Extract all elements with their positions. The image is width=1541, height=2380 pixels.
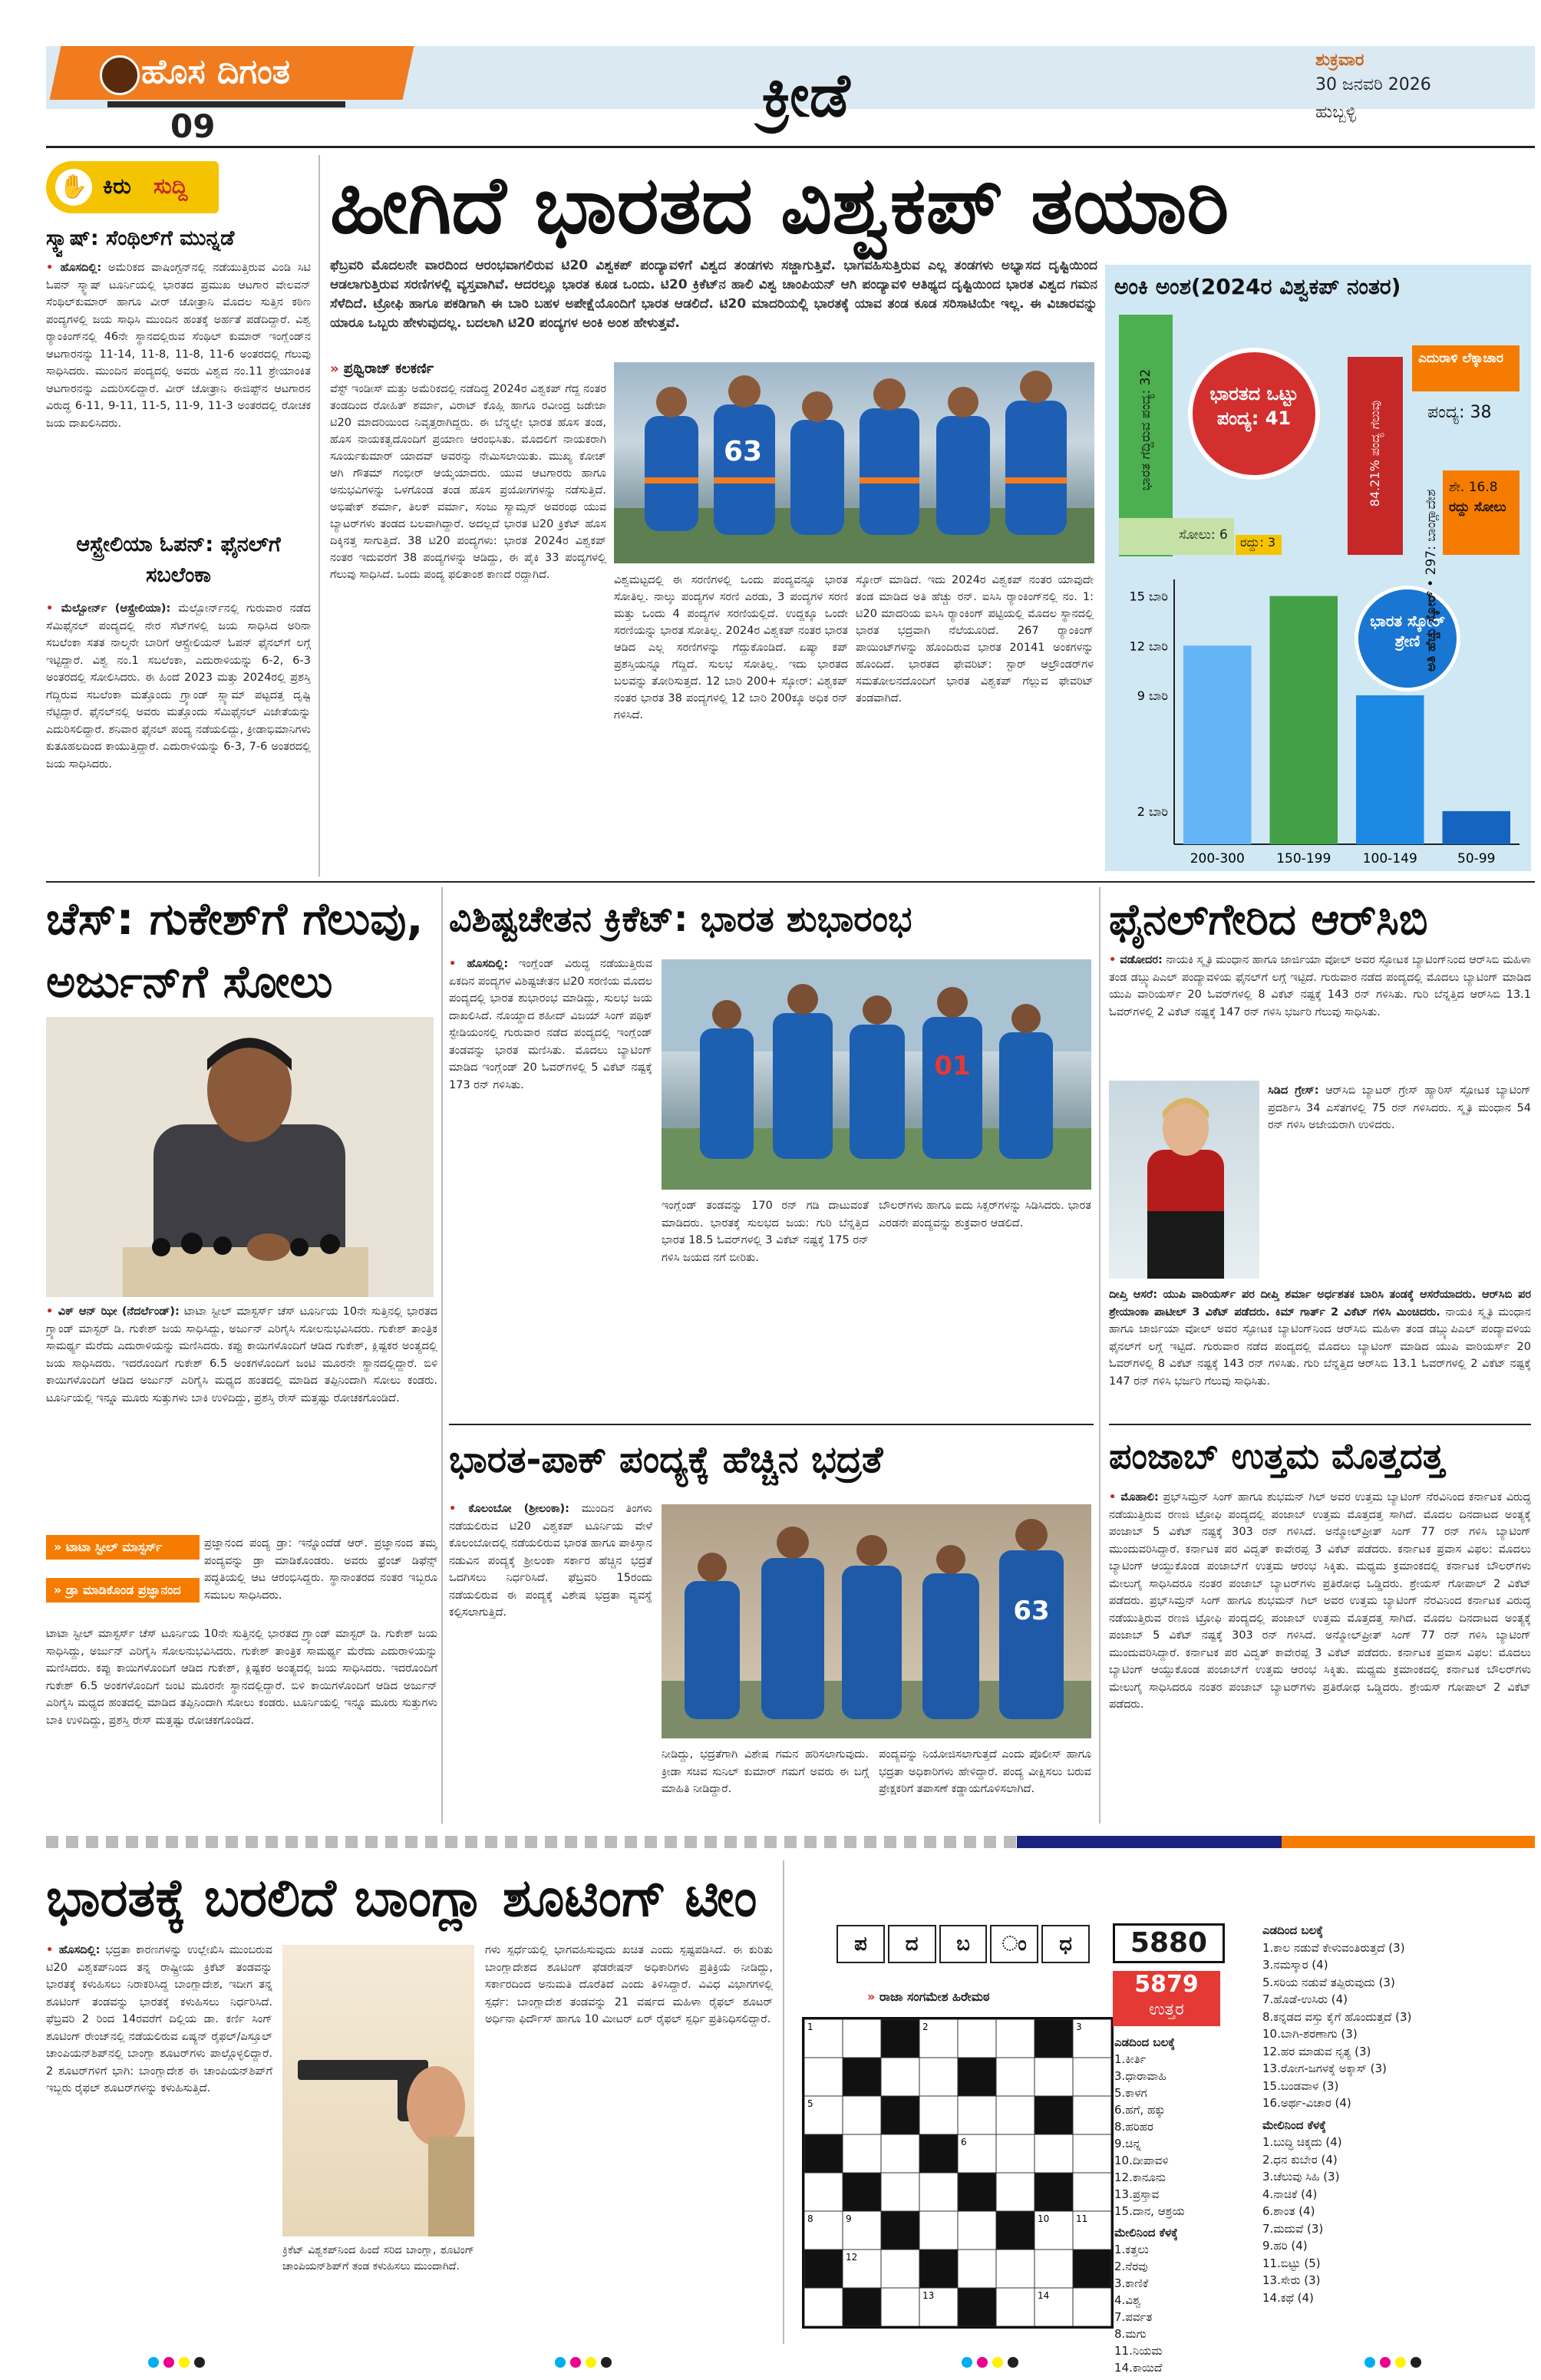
logo-icon xyxy=(100,55,140,95)
indpak-players-illustration xyxy=(662,1504,1091,1738)
blind-headline: ವಿಶಿಷ್ಟಚೇತನ ಕ್ರಿಕೆಟ್: ಭಾರತ ಶುಭಾರಂಭ xyxy=(449,898,912,939)
chess-chip-1: » ಟಾಟಾ ಸ್ಟೀಲ್ ಮಾಸ್ಟರ್ಸ್ xyxy=(46,1535,200,1560)
chart-x-tick: 150-199 xyxy=(1276,851,1331,867)
hand-icon: ✋ xyxy=(55,169,92,206)
crossword-cell[interactable] xyxy=(804,2250,843,2288)
score-badge: ಭಾರತ ಸ್ಕೋರ್ ಶ್ರೇಣಿ xyxy=(1355,586,1460,692)
crossword-clue-across: 6.ಹಗೆ, ಹಕ್ಕು xyxy=(1114,2103,1166,2117)
indpak-photo xyxy=(662,1504,1091,1738)
crossword-answer-across: 8.ಕನ್ನಡದ ವಸ್ತು ಕೈಗೆ ಹೊಂದುತ್ತದೆ (3) xyxy=(1262,2009,1412,2024)
date-day: ಶುಕ್ರವಾರ xyxy=(1315,51,1364,70)
bangla-photo xyxy=(282,1945,474,2236)
crossword-cell[interactable] xyxy=(1034,2134,1073,2173)
crossword-cell[interactable] xyxy=(958,2058,996,2096)
chart-bar-100-149 xyxy=(1356,695,1424,844)
crossword-answer-across: 7.ಹೊಡೆ-ಉಸಿರು (4) xyxy=(1262,1992,1348,2006)
players-illustration xyxy=(614,362,1094,563)
kiru-suddi-column xyxy=(46,155,311,876)
crossword-cell-number: 12 xyxy=(846,2252,858,2263)
crossword-cell-number: 11 xyxy=(1076,2213,1088,2224)
crossword-clue-down: 8.ಮಗು xyxy=(1114,2327,1147,2341)
opponent-matches: ಪಂದ್ಯ: 38 xyxy=(1427,403,1492,422)
registration-dot xyxy=(555,2357,566,2368)
total-matches-circle: ಭಾರತದ ಒಟ್ಟು ಪಂದ್ಯ: 41 xyxy=(1188,348,1320,480)
registration-dot xyxy=(194,2357,205,2368)
blind-col-3: ಬೌಲರ್‌ಗಳು ಹಾಗೂ ಐದು ಸಿಕ್ಸರ್‌ಗಳನ್ನು ಸಿಡಿಸಿದರು. ಭಾರತ ಎರಡನೇ ಪಂದ್ಯವನ್ನು ಶುಕ್ರವಾರ ಆಡಲಿದೆ. xyxy=(879,1200,1091,1230)
crossword-cell[interactable] xyxy=(881,2211,919,2250)
crossword-clue-down: 14.ಕಾಯಿದೆ xyxy=(1114,2361,1163,2375)
bangla-caption: ಕ್ರಿಕೆಟ್ ವಿಶ್ವಕಪ್‌ನಿಂದ ಹಿಂದೆ ಸರಿದ ಬಾಂಗ್ಲಾ, ಶೂಟಿಂಗ್ ಚಾಂಪಿಯನ್‌ಶಿಪ್‌ಗೆ ತಂಡ ಕಳುಹಿಸಲು ಮುಂದಾಗಿದೆ. xyxy=(282,2244,474,2273)
lead-headline: ಹೀಗಿದೆ ಭಾರತದ ವಿಶ್ವಕಪ್ ತಯಾರಿ xyxy=(330,158,1229,252)
crossword-number: 5880 xyxy=(1113,1923,1225,1963)
shooter-illustration xyxy=(282,1945,474,2236)
crossword-clue-across: 15.ದಾನ, ಆಶ್ರಯ xyxy=(1114,2204,1185,2218)
high-score-label: ಅತಿ ಹೆಚ್ಚು ಸ್ಕೋರ್ • 297: ಬಾಂಗ್ಲಾದೇಶ xyxy=(1424,489,1439,672)
infographic-title: ಅಂಕಿ ಅಂಶ(2024ರ ವಿಶ್ವಕಪ್ ನಂತರ) xyxy=(1114,274,1401,299)
crossword-cell[interactable] xyxy=(881,2250,919,2288)
rcb-photo xyxy=(1109,1081,1259,1279)
crossword-answer-down: 11.ಬಿಟ್ಟು (5) xyxy=(1262,2256,1321,2270)
punjab-body: • ಮೊಹಾಲಿ: ಪ್ರಭ್‌ಸಿಮ್ರನ್ ಸಿಂಗ್ ಹಾಗೂ ಶುಭಮನ್ ಗಿಲ್ ಅವರ ಉತ್ತಮ ಬ್ಯಾಟಿಂಗ್ ನೆರವಿನಿಂದ ಕರ್ನಾಟಕ ವಿರುದ್ಧ ನಡೆಯುತ್ತಿರುವ ರಣಜಿ ಟ್ರೋಫಿ ಪಂದ್ಯದಲ್ಲಿ ಪಂಜಾಬ್ ಉತ್ತಮ ಮೊತ್ತದತ್ತ ಸಾಗಿದೆ. ಮೊದಲ ದಿನದಾಟದ ಅಂತ್ಯಕ್ಕೆ ಪಂಜಾಬ್ 5 ವಿಕೆಟ್ ನಷ್ಟಕ್ಕೆ 303 ರನ್ ಗಳಿಸಿದೆ. ಅನ್ಮೋಲ್‌ಪ್ರೀತ್ ಸಿಂಗ್ 77 ರನ್ ಗಳಿಸಿ ಬ್ಯಾಟಿಂಗ್ ಮುಂದುವರಿಸಿದ್ದಾರೆ. ಕರ್ನಾಟಕ ಪರ ವಿದ್ವತ್ ಕಾವೇರಪ್ಪ 3 ವಿಕೆಟ್ ಪಡೆದರು. ಕರ್ನಾಟಕ ಪ್ರವಾಸ ವಿಫಲ: ಮೊದಲು ಬ್ಯಾಟಿಂಗ್ ಆಯ್ದುಕೊಂಡ ಪಂಜಾಬ್‌ಗೆ ಉತ್ತಮ ಆರಂಭ ಸಿಕ್ಕಿತು. ಮಧ್ಯಮ ಕ್ರಮಾಂಕದಲ್ಲಿ ಕರ್ನಾಟಕ ಬೌಲರ್‌ಗಳು ಮೇಲುಗೈ ಸಾಧಿಸಿದರೂ ನಂತರ ಪಂಜಾಬ್ ಬ್ಯಾಟರ್‌ಗಳು ಪ್ರತಿರೋಧ ಒಡ್ಡಿದರು. ಶ್ರೇಯಸ್ ಗೋಪಾಲ್ 2 ವಿಕೆಟ್ ಪಡೆದರು. ಪ್ರಭ್‌ಸಿಮ್ರನ್ ಸಿಂಗ್ ಹಾಗೂ ಶುಭಮನ್ ಗಿಲ್ ಅವರ ಉತ್ತಮ ಬ್ಯಾಟಿಂಗ್ ನೆರವಿನಿಂದ ಕರ್ನಾಟಕ ವಿರುದ್ಧ ನಡೆಯುತ್ತಿರುವ ರಣಜಿ ಟ್ರೋಫಿ ಪಂದ್ಯದಲ್ಲಿ ಪಂಜಾಬ್ ಉತ್ತಮ ಮೊತ್ತದತ್ತ ಸಾಗಿದೆ. ಮೊದಲ ದಿನದಾಟದ ಅಂತ್ಯಕ್ಕೆ ಪಂಜಾಬ್ 5 ವಿಕೆಟ್ ನಷ್ಟಕ್ಕೆ 303 ರನ್ ಗಳಿಸಿದೆ. ಅನ್ಮೋಲ್‌ಪ್ರೀತ್ ಸಿಂಗ್ 77 ರನ್ ಗಳಿಸಿ ಬ್ಯಾಟಿಂಗ್ ಮುಂದುವರಿಸಿದ್ದಾರೆ. ಕರ್ನಾಟಕ ಪರ ವಿದ್ವತ್ ಕಾವೇರಪ್ಪ 3 ವಿಕೆಟ್ ಪಡೆದರು. ಕರ್ನಾಟಕ ಪ್ರವಾಸ ವಿಫಲ: ಮೊದಲು ಬ್ಯಾಟಿಂಗ್ ಆಯ್ದುಕೊಂಡ ಪಂಜಾಬ್‌ಗೆ ಉತ್ತಮ ಆರಂಭ ಸಿಕ್ಕಿತು. ಮಧ್ಯಮ ಕ್ರಮಾಂಕದಲ್ಲಿ ಕರ್ನಾಟಕ ಬೌಲರ್‌ಗಳು ಮೇಲುಗೈ ಸಾಧಿಸಿದರೂ ನಂತರ ಪಂಜಾಬ್ ಬ್ಯಾಟರ್‌ಗಳು ಪ್ರತಿರೋಧ ಒಡ್ಡಿದರು. ಶ್ರೇಯಸ್ ಗೋಪಾಲ್ 2 ವಿಕೆಟ್ ಪಡೆದರು. xyxy=(1109,1491,1531,1711)
crossword-grid-svg xyxy=(804,2019,1111,2326)
opponent-pct-box: ಶೇ. 16.8 ರದ್ದು ಸೋಲು xyxy=(1443,470,1520,555)
chess-more: ಟಾಟಾ ಸ್ಟೀಲ್ ಮಾಸ್ಟರ್ಸ್ ಚೆಸ್ ಟೂರ್ನಿಯ 10ನೇ ಸುತ್ತಿನಲ್ಲಿ ಭಾರತದ ಗ್ರ್ಯಾಂಡ್ ಮಾಸ್ಟರ್ ಡಿ. ಗುಕೇಶ್ ಜಯ ಸಾಧಿಸಿದ್ದು, ಅರ್ಜುನ್ ಎರಿಗೈಸಿ ಸೋಲನುಭವಿಸಿದರು. ಗುಕೇಶ್ ತಾಂತ್ರಿಕ ಸಾಮರ್ಥ್ಯ ಮೆರೆದು ಎದುರಾಳಿಯನ್ನು ಮಣಿಸಿದರು. ಕಪ್ಪು ಕಾಯಿಗಳೊಂದಿಗೆ ಆಡಿದ ಗುಕೇಶ್, ಕ್ಲಿಷ್ಟಕರ ಅಂತ್ಯದಲ್ಲಿ ಜಯ ಸಾಧಿಸಿದರು. ಇದರೊಂದಿಗೆ ಗುಕೇಶ್ 6.5 ಅಂಕಗಳೊಂದಿಗೆ ಜಂಟಿ ಮೂರನೇ ಸ್ಥಾನದಲ್ಲಿದ್ದಾರೆ. ಬಿಳಿ ಕಾಯಿಗಳೊಂದಿಗೆ ಆಡಿದ ಅರ್ಜುನ್ ಎರಿಗೈಸಿ ಮಧ್ಯದ ಹಂತದಲ್ಲಿ ಮಾಡಿದ ತಪ್ಪಿನಿಂದಾಗಿ ಸೋಲು ಕಂಡರು. ಟೂರ್ನಿಯಲ್ಲಿ ಇನ್ನೂ ಮೂರು ಸುತ್ತುಗಳು ಬಾಕಿ ಉಳಿದಿದ್ದು, ಪ್ರಶಸ್ತಿ ರೇಸ್ ಮತ್ತಷ್ಟು ರೋಚಕಗೊಂಡಿದೆ. xyxy=(46,1628,437,1727)
crossword-cell[interactable] xyxy=(843,2096,881,2134)
crossword-cell[interactable] xyxy=(958,2096,996,2134)
crossword-cell[interactable] xyxy=(919,2134,958,2173)
chart-bar-200-300 xyxy=(1183,645,1252,844)
registration-dot xyxy=(570,2357,581,2368)
crossword-cell[interactable] xyxy=(1034,2019,1073,2058)
chess-chip-2: » ಡ್ರಾ ಮಾಡಿಕೊಂಡ ಪ್ರಜ್ಞಾನಂದ xyxy=(46,1578,200,1603)
crossword-clue-across: 9.ಚಿನ್ನ xyxy=(1114,2137,1141,2151)
crossword-answer-across: 12.ಹರ ಮಾಡುವ ನೃತ್ಯ (3) xyxy=(1262,2044,1371,2058)
crossword-answer-down: 7.ಮದುವೆ (3) xyxy=(1262,2221,1324,2236)
crossword-clue-across: 3.ಧಾರಾವಾಹಿ xyxy=(1114,2069,1166,2083)
chess-photo xyxy=(46,1017,434,1297)
crossword-cell[interactable] xyxy=(804,2173,843,2211)
chart-y-tick: 15 ಬಾರಿ xyxy=(1129,589,1168,604)
city-text: ಹುಬ್ಬಳ್ಳಿ xyxy=(1315,103,1357,122)
crossword-cell[interactable] xyxy=(958,2019,996,2058)
logo-block xyxy=(55,46,408,145)
kiru-item-2-title: ಆಸ್ಟ್ರೇಲಿಯಾ ಓಪನ್: ಫೈನಲ್‌ಗೆ ಸಬಲೆಂಕಾ xyxy=(76,533,281,587)
crossword-cell[interactable] xyxy=(1073,2134,1111,2173)
crossword-cell[interactable] xyxy=(804,2288,843,2326)
crossword-cell-number: 1 xyxy=(807,2022,813,2032)
indpak-col-2: ನೀಡಿದ್ದು, ಭದ್ರತೆಗಾಗಿ ವಿಶೇಷ ಗಮನ ಹರಿಸಲಾಗುವುದು. ಕ್ರೀಡಾ ಸಚಿವ ಸುನಿಲ್ ಕುಮಾರ್ ಗಮಗೆ ಅವರು ಈ ಬಗ್ಗೆ ಮಾಹಿತಿ ನೀಡಿದ್ದಾರೆ. xyxy=(662,1748,869,1795)
crossword-cell[interactable] xyxy=(843,2134,881,2173)
crossword-cell[interactable] xyxy=(919,2250,958,2288)
lead-col-1: ವೆಸ್ಟ್ ಇಂಡೀಸ್ ಮತ್ತು ಅಮೆರಿಕದಲ್ಲಿ ನಡೆದಿದ್ದ 2024ರ ವಿಶ್ವಕಪ್ ಗೆದ್ದ ನಂತರ ತಂಡದಿಂದ ರೋಹಿತ್ ಶರ್ಮಾ, ವಿರಾಟ್ ಕೊಹ್ಲಿ ಹಾಗೂ ರವೀಂದ್ರ ಜಡೇಜಾ ಟಿ20 ಮಾದರಿಯಿಂದ ನಿವೃತ್ತರಾಗಿದ್ದರು. ಈ ಬೆನ್ನಲ್ಲೇ ಭಾರತ ಹೊಸ ತಂಡ, ಹೊಸ ನಾಯಕತ್ವದೊಂದಿಗೆ ಪ್ರಯಾಣ ಆರಂಭಿಸಿತು. ಮೊದಲಿಗೆ ನಾಯಕರಾಗಿ ಸೂರ್ಯಕುಮಾರ್ ಯಾದವ್ ಅವರನ್ನು ನೇಮಿಸಲಾಯಿತು. ಮುಖ್ಯ ಕೋಚ್ ಆಗಿ ಗೌತಮ್ ಗಂಭೀರ್ ಆಯ್ಕೆಯಾದರು. ಯುವ ಆಟಗಾರರು ಹಾಗೂ ಅನುಭವಿಗಳನ್ನು ಒಳಗೊಂಡ ತಂಡ ಹೊಸ ಪ್ರಯೋಗಗಳನ್ನು ನಡೆಸುತ್ತಿದೆ. ಅಭಿಷೇಕ್ ಶರ್ಮಾ, ತಿಲಕ್ ವರ್ಮಾ, ಸಂಜು ಸ್ಯಾಮ್ಸನ್ ಅವರಂಥ ಯುವ ಬ್ಯಾಟರ್‌ಗಳು ತಂಡದ ಬಲವಾಗಿದ್ದಾರೆ. ಅದಲ್ಲದೆ ಭಾರತ ಟಿ20 ಕ್ರಿಕೆಟ್ ಹೊಸ ದಿಕ್ಕಿನತ್ತ ಸಾಗುತ್ತಿದೆ. 38 ಟಿ20 ಪಂದ್ಯಗಳು: ಭಾರತ 2024ರ ವಿಶ್ವಕಪ್ ನಂತರ ಇದುವರೆಗೆ 38 ಪಂದ್ಯಗಳನ್ನು ಆಡಿದ್ದು, ಈ ಪೈಕಿ 33 ಪಂದ್ಯಗಳಲ್ಲಿ ಗೆಲುವು ಸಾಧಿಸಿದೆ. ಒಂದು ಪಂದ್ಯ ಫಲಿತಾಂಶ ಕಾಣದೆ ರದ್ದಾಗಿದೆ. xyxy=(330,383,606,581)
opponent-box: ಎದುರಾಳಿ ಲೆಕ್ಕಾಚಾರ xyxy=(1412,345,1520,391)
crossword-cell[interactable] xyxy=(843,2058,881,2096)
chess-headline: ಚೆಸ್: ಗುಕೇಶ್‌ಗೆ ಗೆಲುವು, ಅರ್ಜುನ್‌ಗೆ ಸೋಲು xyxy=(46,893,424,1008)
lead-byline: » ಪ್ರಥ್ವಿರಾಜ್ ಕಲಕರ್ಣಿ xyxy=(330,361,434,377)
chart-x-tick: 100-149 xyxy=(1362,851,1417,867)
crossword-cell[interactable] xyxy=(919,2096,958,2134)
crossword-cell-number: 14 xyxy=(1038,2290,1050,2301)
chart-bar-50-99 xyxy=(1443,811,1511,844)
crossword-clue-down: 1.ಕತ್ತಲು xyxy=(1114,2243,1149,2256)
chart-y-tick: 2 ಬಾರಿ xyxy=(1137,804,1168,819)
score-range-chart xyxy=(1105,572,1531,871)
lead-intro: ಫೆಬ್ರವರಿ ಮೊದಲನೇ ವಾರದಿಂದ ಆರಂಭವಾಗಲಿರುವ ಟಿ20 ವಿಶ್ವಕಪ್ ಪಂದ್ಯಾವಳಿಗೆ ವಿಶ್ವದ ತಂಡಗಳು ಸಜ್ಜಾಗುತ್ತಿವೆ. ಭಾಗವಹಿಸುತ್ತಿರುವ ಎಲ್ಲ ತಂಡಗಳು ಅಭ್ಯಾಸದ ದೃಷ್ಟಿಯಿಂದ ಆಡಲಾಗುತ್ತಿರುವ ಸರಣಿಗಳಲ್ಲಿ ವ್ಯಸ್ತವಾಗಿವೆ. ಆದರಲ್ಲೂ ಭಾರತ ಕೂಡ ಒಂದು. ಟಿ20 ಕ್ರಿಕೆಟ್‌ನ ಹಾಲಿ ವಿಶ್ವ ಚಾಂಪಿಯನ್ ಆಗಿ ಪಂದ್ಯಾವಳಿ ಆತಿಥ್ಯದ ದೃಷ್ಟಿಯಿಂದ ಭಾರತ ವಿಶ್ವದ ಗಮನ ಸೆಳೆದಿದೆ. ಟ್ರೋಫಿ ಹಾಗೂ ಪಕಡಿಗಾಗಿ ಈ ಬಾರಿ ಬಹಳ ಅಪೇಕ್ಷೆಯೊಂದಿಗೆ ಭಾರತ ಆಡಲಿದೆ. ಟಿ20 ಮಾದರಿಯಲ್ಲಿ ಭಾರತಕ್ಕೆ ಯಾವ ತಂಡ ಕೂಡ ಸರಿಸಾಟಿಯೇ ಇಲ್ಲ. ಈ ವಿಚಾರವನ್ನು ಯಾರೂ ಒಬ್ಬರು ಹೇಳುವುದಲ್ಲ. ಬದಲಾಗಿ ಟಿ20 ಪಂದ್ಯಗಳ ಅಂಕಿ ಅಂಶ ಹೇಳುತ್ತವೆ. xyxy=(330,258,1097,331)
losses-label: ಸೋಲು: 6 xyxy=(1179,527,1228,543)
crossword-clue-down: 4.ವಿಶ್ವ xyxy=(1114,2293,1141,2307)
chart-y-tick: 9 ಬಾರಿ xyxy=(1137,688,1168,703)
crossword-cell[interactable] xyxy=(1073,2250,1111,2288)
infographic xyxy=(1105,265,1531,871)
registration-dot xyxy=(179,2357,190,2368)
crossword-cell[interactable] xyxy=(996,2019,1034,2058)
crossword-clue-across: 1.ಕೀರ್ತಿ xyxy=(1114,2052,1147,2066)
crossword-cell[interactable] xyxy=(843,2288,881,2326)
section-title: ಕ್ರೀಡೆ xyxy=(761,61,850,130)
crossword-cell[interactable] xyxy=(1034,2250,1073,2288)
registration-dot xyxy=(1380,2357,1391,2368)
crossword-answer-across: 15.ಬಂಡವಾಳ (3) xyxy=(1262,2078,1339,2093)
crossword-answer-down: 1.ಬುದ್ಧಿ ಚಿಕ್ಕದು (4) xyxy=(1262,2135,1342,2149)
crossword-cell[interactable] xyxy=(958,2250,996,2288)
crossword-cell[interactable] xyxy=(881,2019,919,2058)
crossword-cell[interactable] xyxy=(958,2173,996,2211)
footer-dots xyxy=(0,2356,1541,2372)
registration-dot xyxy=(148,2357,159,2368)
crossword-answer-box: 5879 ಉತ್ತರ xyxy=(1113,1971,1220,2026)
crossword-cell[interactable] xyxy=(881,2173,919,2211)
crossword-clue-down: 7.ಪರ್ವತ xyxy=(1114,2310,1153,2324)
crossword-clue-across: 8.ಹರಿಹರ xyxy=(1114,2120,1153,2134)
crossword-cell[interactable] xyxy=(881,2134,919,2173)
chart-y-tick: 12 ಬಾರಿ xyxy=(1129,639,1168,654)
lead-photo xyxy=(614,362,1094,563)
registration-dot xyxy=(962,2357,972,2368)
crossword-cell[interactable] xyxy=(1073,2173,1111,2211)
crossword-author: » ರಾಜಾ ಸಂಗಮೇಶ ಹಿರೇಮಠ xyxy=(867,1989,990,2004)
crossword-clue-across: 5.ಕಾಳಗ xyxy=(1114,2086,1147,2100)
crossword-cell[interactable] xyxy=(1073,2058,1111,2096)
svg-text:63: 63 xyxy=(723,436,763,467)
crossword-cell[interactable] xyxy=(843,2019,881,2058)
chart-x-tick: 200-300 xyxy=(1190,851,1245,867)
registration-dot xyxy=(992,2357,1003,2368)
crossword-cell-number: 9 xyxy=(846,2213,852,2224)
crossword-cell[interactable] xyxy=(919,2173,958,2211)
registration-dot xyxy=(1411,2357,1421,2368)
rcb-headline: ಫೈನಲ್‌ಗೇರಿದ ಆರ್‌ಸಿಬಿ xyxy=(1109,895,1428,945)
crossword-clue-across: 13.ಪ್ರಸ್ತಾವ xyxy=(1114,2187,1160,2201)
crossword-cell-number: 5 xyxy=(807,2098,813,2109)
rcb-body: • ವಡೋದರ: ನಾಯಕಿ ಸ್ಮೃತಿ ಮಂಧಾನ ಹಾಗೂ ಜಾರ್ಜಿಯಾ ವೋಲ್ ಅವರ ಸ್ಫೋಟಕ ಬ್ಯಾಟಿಂಗ್‌ನಿಂದ ಆರ್‌ಸಿಬಿ ಮಹಿಳಾ ತಂಡ ಡಬ್ಲ್ಯುಪಿಎಲ್ ಪಂದ್ಯಾವಳಿಯ ಫೈನಲ್‌ಗೆ ಲಗ್ಗೆ ಇಟ್ಟಿದೆ. ಗುರುವಾರ ನಡೆದ ಪಂದ್ಯದಲ್ಲಿ ಮೊದಲು ಬ್ಯಾಟಿಂಗ್ ಮಾಡಿದ ಯುಪಿ ವಾರಿಯರ್ಸ್ 20 ಓವರ್‌ಗಳಲ್ಲಿ 8 ವಿಕೆಟ್ ನಷ್ಟಕ್ಕೆ 143 ರನ್ ಗಳಿಸಿತು. ಗುರಿ ಬೆನ್ನತ್ತಿದ ಆರ್‌ಸಿಬಿ 13.1 ಓವರ್‌ಗಳಲ್ಲಿ 2 ವಿಕೆಟ್ ನಷ್ಟಕ್ಕೆ 147 ರನ್ ಗಳಿಸಿ ಭರ್ಜರಿ ಗೆಲುವು ಸಾಧಿಸಿತು. xyxy=(1109,954,1531,1018)
registration-dot xyxy=(1395,2357,1406,2368)
masthead-rule xyxy=(46,146,1535,148)
crossword-cell[interactable] xyxy=(1034,2096,1073,2134)
crossword-cell[interactable] xyxy=(996,2134,1034,2173)
crossword-cell[interactable] xyxy=(919,2211,958,2250)
crossword-answer-across: 1.ಕಾಲ ನಡುವೆ ಕೇಳುವಂತಿರುತ್ತದೆ (3) xyxy=(1262,1940,1405,1955)
divider-stripe xyxy=(46,1836,1535,1848)
registration-dot xyxy=(586,2357,596,2368)
crossword-cell[interactable] xyxy=(881,2096,919,2134)
crossword-cell-number: 6 xyxy=(961,2137,967,2147)
crossword-cell-number: 8 xyxy=(807,2213,813,2224)
crossword-answer-across: 3.ನಮಸ್ಕಾರ (4) xyxy=(1262,1958,1328,1972)
crossword-answer-down: 2.ಧನ ಕುಬೇರ (4) xyxy=(1262,2152,1338,2167)
crossword-answer-down: 9.ಹರಿ (4) xyxy=(1262,2239,1308,2253)
crossword-cell-number: 10 xyxy=(1038,2213,1050,2224)
crossword-cell[interactable] xyxy=(919,2058,958,2096)
crossword-answer-down: 13.ಸೇರು (3) xyxy=(1262,2273,1321,2287)
crossword-clue-across: 12.ಕಾನೂನು xyxy=(1114,2170,1166,2184)
wins-bar: ಭಾರತ ಗೆದ್ದಿರುವ ಪಂದ್ಯ: 32 xyxy=(1119,315,1173,556)
crossword-cell[interactable] xyxy=(1073,2288,1111,2326)
kiru-item-1-dateline: ಹೊಸದಿಲ್ಲಿ: xyxy=(60,262,102,274)
chess-side: ಪ್ರಜ್ಞಾನಂದ ಪಂದ್ಯ ಡ್ರಾ: ಇನ್ನೊಂದೆಡೆ ಆರ್. ಪ್ರಜ್ಞಾನಂದ ತಮ್ಮ ಪಂದ್ಯವನ್ನು ಡ್ರಾ ಮಾಡಿಕೊಂಡರು. ಅವರು ಫ್ರೆಂಚ್ ಡಿಫೆನ್ಸ್ ಪದ್ಧತಿಯಲ್ಲಿ ಆಟ ಆರಂಭಿಸಿದ್ದರು. ಸ್ಥಾನಾಂತರದ ನಂತರ ಇಬ್ಬರೂ ಸಮಬಲ ಸಾಧಿಸಿದರು. xyxy=(204,1537,437,1602)
page-number: 09 xyxy=(170,107,216,145)
registration-dot xyxy=(163,2357,174,2368)
crossword-cell-number: 13 xyxy=(922,2290,935,2301)
crossword-cell[interactable] xyxy=(804,2058,843,2096)
rain-label: ರದ್ದು: 3 xyxy=(1240,535,1276,550)
crossword-clue-across: 10.ದೀಪಾವಳಿ xyxy=(1114,2154,1169,2167)
crossword-answer-across: 16.ಅರ್ಥ-ವಿಚಾರ (4) xyxy=(1262,2096,1351,2110)
bangla-col-1: • ಹೊಸದಿಲ್ಲಿ: ಭದ್ರತಾ ಕಾರಣಗಳನ್ನು ಉಲ್ಲೇಖಿಸಿ ಮುಂಬರುವ ಟಿ20 ವಿಶ್ವಕಪ್‌ನಿಂದ ತನ್ನ ರಾಷ್ಟ್ರೀಯ ಕ್ರಿಕೆಟ್ ತಂಡವನ್ನು ಭಾರತಕ್ಕೆ ಕಳುಹಿಸಲು ನಿರಾಕರಿಸಿದ್ದ ಬಾಂಗ್ಲಾದೇಶ, ಇದೀಗ ತನ್ನ ಶೂಟಿಂಗ್ ತಂಡವನ್ನು ಭಾರತಕ್ಕೆ ಕಳುಹಿಸಲು ನಿರ್ಧರಿಸಿದೆ. ಫೆಬ್ರವರಿ 2 ರಿಂದ 14ರವರೆಗೆ ದಿಲ್ಲಿಯ ಡಾ. ಕರ್ಣಿ ಸಿಂಗ್ ಶೂಟಿಂಗ್ ರೇಂಜ್‌ನಲ್ಲಿ ನಡೆಯಲಿರುವ ಏಷ್ಯನ್ ರೈಫಲ್/ಪಿಸ್ತೂಲ್ ಚಾಂಪಿಯನ್‌ಶಿಪ್‌ನಲ್ಲಿ ಬಾಂಗ್ಲಾ ಶೂಟರ್‌ಗಳು ಪಾಲ್ಗೊಳ್ಳಲಿದ್ದಾರೆ. 2 ಶೂಟರ್‌ಗಳಿಗೆ ಭಾಗಿ: ಬಾಂಗ್ಲಾದೇಶ ಈ ಚಾಂಪಿಯನ್‌ಶಿಪ್‌ಗೆ ಇಬ್ಬರು ರೈಫಲ್ ಶೂಟರ್‌ಗಳನ್ನು ಕಳುಹಿಸುತ್ತಿದೆ. xyxy=(46,1944,272,2094)
crossword-answer-across: 10.ಬಾಗಿ-ಶರಣಾಗು (3) xyxy=(1262,2027,1358,2041)
blind-col-2: ಇಂಗ್ಲೆಂಡ್ ತಂಡವನ್ನು 170 ರನ್ ಗಡಿ ದಾಟುವಂತೆ ಮಾಡಿದರು. ಭಾರತಕ್ಕೆ ಸುಲಭದ ಜಯ: ಗುರಿ ಬೆನ್ನತ್ತಿದ ಭಾರತ 18.5 ಓವರ್‌ಗಳಲ್ಲಿ 3 ವಿಕೆಟ್ ನಷ್ಟಕ್ಕೆ 175 ರನ್ ಗಳಿಸಿ ಜಯದ ನಗೆ ಬೀರಿತು. xyxy=(662,1200,869,1264)
crossword-clue-down: 11.ನಿಯಮ xyxy=(1114,2344,1163,2358)
indpak-col-3: ಪಂದ್ಯವನ್ನು ನಿಯೋಜಿಸಲಾಗುತ್ತದೆ ಎಂದು ಪೊಲೀಸ್ ಹಾಗೂ ಭದ್ರತಾ ಅಧಿಕಾರಿಗಳು ಹೇಳಿದ್ದಾರೆ. ಪಂದ್ಯ ವೀಕ್ಷಿಸಲು ಬರುವ ಪ್ರೇಕ್ಷಕರಿಗೆ ತಪಾಸಣೆ ಕಡ್ಡಾಯಗೊಳಿಸಲಾಗಿದೆ. xyxy=(879,1748,1091,1795)
crossword-cell-number: 2 xyxy=(922,2022,929,2032)
registration-dot xyxy=(1008,2357,1018,2368)
chart-x-tick: 50-99 xyxy=(1457,851,1496,867)
punjab-headline: ಪಂಜಾಬ್ ಉತ್ತಮ ಮೊತ್ತದತ್ತ xyxy=(1109,1435,1445,1477)
crossword-answer-across: 13.ರೋಗ-ಜಗಳಕ್ಕೆ ಅಕ್ಕಾಸ್ (3) xyxy=(1262,2061,1387,2075)
date-text: 30 ಜನವರಿ 2026 xyxy=(1315,75,1431,94)
crossword-cell[interactable] xyxy=(958,2288,996,2326)
crossword-clue-down: 2.ನೆರವು xyxy=(1114,2260,1148,2273)
svg-text:01: 01 xyxy=(934,1051,971,1081)
chess-body: • ವಿಕ್ ಆನ್ ಝೀ (ನೆದರ್ಲೆಂಡ್): ಟಾಟಾ ಸ್ಟೀಲ್ ಮಾಸ್ಟರ್ಸ್ ಚೆಸ್ ಟೂರ್ನಿಯ 10ನೇ ಸುತ್ತಿನಲ್ಲಿ ಭಾರತದ ಗ್ರ್ಯಾಂಡ್ ಮಾಸ್ಟರ್ ಡಿ. ಗುಕೇಶ್ ಜಯ ಸಾಧಿಸಿದ್ದು, ಅರ್ಜುನ್ ಎರಿಗೈಸಿ ಸೋಲನುಭವಿಸಿದರು. ಗುಕೇಶ್ ತಾಂತ್ರಿಕ ಸಾಮರ್ಥ್ಯ ಮೆರೆದು ಎದುರಾಳಿಯನ್ನು ಮಣಿಸಿದರು. ಕಪ್ಪು ಕಾಯಿಗಳೊಂದಿಗೆ ಆಡಿದ ಗುಕೇಶ್, ಕ್ಲಿಷ್ಟಕರ ಅಂತ್ಯದಲ್ಲಿ ಜಯ ಸಾಧಿಸಿದರು. ಇದರೊಂದಿಗೆ ಗುಕೇಶ್ 6.5 ಅಂಕಗಳೊಂದಿಗೆ ಜಂಟಿ ಮೂರನೇ ಸ್ಥಾನದಲ್ಲಿದ್ದಾರೆ. ಬಿಳಿ ಕಾಯಿಗಳೊಂದಿಗೆ ಆಡಿದ ಅರ್ಜುನ್ ಎರಿಗೈಸಿ ಮಧ್ಯದ ಹಂತದಲ್ಲಿ ಮಾಡಿದ ತಪ್ಪಿನಿಂದಾಗಿ ಸೋಲು ಕಂಡರು. ಟೂರ್ನಿಯಲ್ಲಿ ಇನ್ನೂ ಮೂರು ಸುತ್ತುಗಳು ಬಾಕಿ ಉಳಿದಿದ್ದು, ಪ್ರಶಸ್ತಿ ರೇಸ್ ಮತ್ತಷ್ಟು ರೋಚಕಗೊಂಡಿದೆ. xyxy=(46,1306,437,1405)
kiru-item-1-body: • ಹೊಸದಿಲ್ಲಿ: ಅಮೆರಿಕದ ವಾಷಿಂಗ್ಟನ್‌ನಲ್ಲಿ ನಡೆಯುತ್ತಿರುವ ವಿಂಡಿ ಸಿಟಿ ಓಪನ್ ಸ್ಕ್ವಾಷ್ ಟೂರ್ನಿಯಲ್ಲಿ ಭಾರತದ ಪ್ರಮುಖ ಆಟಗಾರ ವೇಲವನ್ ಸೆಂಥಿಲ್‌ಕುಮಾರ್ ಹಾಗೂ ವೀರ್ ಚೋತ್ರಾನಿ ಮೊದಲ ಸುತ್ತಿನ ಕಠಿಣ ಪಂದ್ಯಗಳಲ್ಲಿ ಜಯ ಸಾಧಿಸಿ ಮುಂದಿನ ಹಂತಕ್ಕೆ ಅರ್ಹತೆ ಪಡೆದಿದ್ದಾರೆ. ವಿಶ್ವ ರ‍್ಯಾಂಕಿಂಗ್‌ನಲ್ಲಿ 46ನೇ ಸ್ಥಾನದಲ್ಲಿರುವ ಸೆಂಥಿಲ್ ಕುಮಾರ್ ಇಂಗ್ಲೆಂಡ್‌ನ ಆಟಗಾರನನ್ನು 11-14, 11-8, 11-8, 11-6 ಅಂತರದಲ್ಲಿ ಗೆಲುವು ಸಾಧಿಸಿದರು. ಮುಂದಿನ ಪಂದ್ಯದಲ್ಲಿ ಅವರು ವಿಶ್ವದ ನಂ.11 ಶ್ರೇಯಾಂಕಿತ ಆಟಗಾರನನ್ನು ಎದುರಿಸಲಿದ್ದಾರೆ. ವೀರ್ ಚೋತ್ರಾನಿ ಈಜಿಪ್ಟ್‌ನ ಆಟಗಾರನ ವಿರುದ್ಧ 6-11, 9-11, 11-5, 11-9, 11-3 ಅಂತರದಲ್ಲಿ ರೋಚಕ ಜಯ ದಾಖಲಿಸಿದರು. xyxy=(46,262,311,430)
crossword-cell[interactable] xyxy=(996,2211,1034,2250)
registration-dot xyxy=(977,2357,988,2368)
crossword-title: ಪ ದ ಬ ಂ ಧ xyxy=(836,1925,1090,1963)
crossword-answers: ಎಡದಿಂದ ಬಲಕ್ಕೆ 1.ಕಾಲ ನಡುವೆ ಕೇಳುವಂತಿರುತ್ತದೆ (3) 3.ನಮಸ್ಕಾರ (4) 5.ಸರಿಯ ನಡುವೆ ತಪ್ಪಿರುವುದು (3) 7.ಹೊಡೆ-ಉಸಿರು (4) 8.ಕನ್ನಡದ ವಸ್ತು ಕೈಗೆ ಹೊಂದುತ್ತದೆ (3) 10.ಬಾಗಿ-ಶರಣಾಗು (3) 12.ಹರ ಮಾಡುವ ನೃತ್ಯ (3) 13.ರೋಗ-ಜಗಳಕ್ಕೆ ಅಕ್ಕಾಸ್ (3) 15.ಬಂಡವಾಳ (3) 16.ಅರ್ಥ-ವಿಚಾರ (4) ಮೇಲಿನಿಂದ ಕೆಳಕ್ಕೆ 1.ಬುದ್ಧಿ ಚಿಕ್ಕದು (4) 2.ಧನ ಕುಬೇರ (4) 3.ಚೆಲುವು ಸಿಹಿ (3) 4.ನಾಚಿಕೆ (4) 6.ಶಾಂತ (4) 7.ಮದುವೆ (3) 9.ಹರಿ (4) 11.ಬಿಟ್ಟು (5) 13.ಸೇರು (3) 14.ಕಥೆ (4) xyxy=(1262,1922,1531,2306)
crossword-cell[interactable] xyxy=(1034,2173,1073,2211)
bangla-col-2: ಗಳು ಸ್ಪರ್ಧೆಯಲ್ಲಿ ಭಾಗವಹಿಸುವುದು ಖಚಿತ ಎಂದು ಸ್ಪಷ್ಟಪಡಿಸಿದೆ. ಈ ಕುರಿತು ಬಾಂಗ್ಲಾದೇಶದ ಶೂಟಿಂಗ್ ಫೆಡರೇಷನ್ ಅಧಿಕಾರಿಗಳು ಪ್ರತಿಕ್ರಿಯೆ ನೀಡಿದ್ದು, ಸರ್ಕಾರದಿಂದ ಅನುಮತಿ ದೊರೆತಿದೆ ಎಂದು ತಿಳಿಸಿದ್ದಾರೆ. ವಿವಿಧ ವಿಭಾಗಗಳಲ್ಲಿ ಸ್ಪರ್ಧೆ: ಬಾಂಗ್ಲಾದೇಶ ತಂಡವನ್ನು 21 ವರ್ಷದ ಮಹಿಳಾ ರೈಫಲ್ ಶೂಟರ್ ಅರ್ಧಿನಾ ಫಿರ್ದೌಸ್ ಹಾಗೂ 10 ಮೀಟರ್ ಏರ್ ರೈಫಲ್ ಸ್ಪರ್ಧಿ ಪ್ರತಿನಿಧಿಸಲಿದ್ದಾರೆ. xyxy=(485,1944,773,2025)
masthead xyxy=(0,0,1541,152)
registration-dot xyxy=(1364,2357,1375,2368)
section-rule-1 xyxy=(46,881,1535,883)
blind-photo xyxy=(662,959,1091,1190)
kiru-item-2-body: • ಮೆಲ್ಬೋರ್ನ್ (ಆಸ್ಟ್ರೇಲಿಯಾ): ಮೆಲ್ಬೋರ್ನ್‌ನಲ್ಲಿ ಗುರುವಾರ ನಡೆದ ಸೆಮಿಫೈನಲ್ ಪಂದ್ಯದಲ್ಲಿ ನೇರ ಸೆಟ್‌ಗಳಲ್ಲಿ ಜಯ ಸಾಧಿಸಿದ ಅರಿನಾ ಸಬಲೆಂಕಾ ಸತತ ನಾಲ್ಕನೇ ಬಾರಿಗೆ ಆಸ್ಟ್ರೇಲಿಯನ್ ಓಪನ್ ಫೈನಲ್‌ಗೆ ಲಗ್ಗೆ ಇಟ್ಟಿದ್ದಾರೆ. ವಿಶ್ವ ನಂ.1 ಸಬಲೆಂಕಾ, ಎದುರಾಳಿಯನ್ನು 6-2, 6-3 ಅಂತರದಲ್ಲಿ ಸೋಲಿಸಿದರು. ಈ ಹಿಂದೆ 2023 ಮತ್ತು 2024ರಲ್ಲಿ ಪ್ರಶಸ್ತಿ ಗೆದ್ದಿರುವ ಸಬಲೆಂಕಾ ಮತ್ತೊಂದು ಗ್ರ್ಯಾಂಡ್ ಸ್ಲ್ಯಾಮ್ ಪಟ್ಟದತ್ತ ದೃಷ್ಟಿ ನೆಟ್ಟಿದ್ದಾರೆ. ಫೈನಲ್‌ನಲ್ಲಿ ಅವರು ಮತ್ತೊಂದು ಸೆಮಿಫೈನಲ್ ವಿಜೇತೆಯನ್ನು ಎದುರಿಸಲಿದ್ದಾರೆ. ಶನಿವಾರ ಫೈನಲ್ ಪಂದ್ಯ ನಡೆಯಲಿದ್ದು, ಕ್ರೀಡಾಭಿಮಾನಿಗಳು ಕುತೂಹಲದಿಂದ ಕಾಯುತ್ತಿದ್ದಾರೆ. ಎದುರಾಳಿಯನ್ನು 6-3, 7-6 ಅಂತರದಲ್ಲಿ ಜಯ ಸಾಧಿಸಿದರು. xyxy=(46,602,311,771)
crossword-cell[interactable] xyxy=(996,2288,1034,2326)
logo-text: ಹೊಸ ದಿಗಂತ xyxy=(141,52,291,91)
crossword-cell[interactable] xyxy=(996,2173,1034,2211)
crossword-cell[interactable] xyxy=(843,2173,881,2211)
crossword-clue-down: 3.ಕಾಣಿಕೆ xyxy=(1114,2276,1149,2290)
bangla-headline: ಭಾರತಕ್ಕೆ ಬರಲಿದೆ ಬಾಂಗ್ಲಾ ಶೂಟಿಂಗ್ ಟೀಂ xyxy=(46,1868,757,1929)
crossword-cell[interactable] xyxy=(1034,2058,1073,2096)
crossword-answer-down: 6.ಶಾಂತ (4) xyxy=(1262,2204,1315,2218)
win-pct-bar: 84.21% ಪಂದ್ಯ ಗೆಲುವು xyxy=(1348,357,1403,555)
crossword-grid xyxy=(802,2017,1114,2329)
svg-text:63: 63 xyxy=(1013,1596,1050,1626)
crossword-cell[interactable] xyxy=(804,2134,843,2173)
crossword-cell[interactable] xyxy=(881,2288,919,2326)
rcb-player-illustration xyxy=(1109,1081,1259,1279)
crossword-answer-down: 4.ನಾಚಿಕೆ (4) xyxy=(1262,2187,1318,2201)
rcb-caption: ಸಿಡಿದ ಗ್ರೇಸ್: ಆರ್‌ಸಿಬಿ ಬ್ಯಾಟರ್ ಗ್ರೇಸ್ ಹ್ಯಾರಿಸ್ ಸ್ಫೋಟಕ ಬ್ಯಾಟಿಂಗ್ ಪ್ರದರ್ಶಿಸಿ 34 ಎಸೆತಗಳಲ್ಲಿ 75 ರನ್ ಗಳಿಸಿದರು. ಸ್ಮೃತಿ ಮಂಧಾನ 54 ರನ್ ಗಳಿಸಿ ಅಜೇಯರಾಗಿ ಉಳಿದರು. xyxy=(1268,1084,1531,1131)
crossword-cell[interactable] xyxy=(996,2096,1034,2134)
kiru-label: ಕಿರು xyxy=(103,173,131,199)
crossword-cell[interactable] xyxy=(1073,2096,1111,2134)
blind-team-illustration xyxy=(662,959,1091,1190)
crossword-answer-down: 3.ಚೆಲುವು ಸಿಹಿ (3) xyxy=(1262,2170,1340,2184)
indpak-headline: ಭಾರತ-ಪಾಕ್ ಪಂದ್ಯಕ್ಕೆ ಹೆಚ್ಚಿನ ಭದ್ರತೆ xyxy=(449,1438,883,1481)
crossword-cell-number: 3 xyxy=(1076,2022,1082,2032)
indpak-col-1: • ಕೊಲಂಬೋ (ಶ್ರೀಲಂಕಾ): ಮುಂದಿನ ತಿಂಗಳು ನಡೆಯಲಿರುವ ಟಿ20 ವಿಶ್ವಕಪ್ ಟೂರ್ನಿಯ ವೇಳೆ ಕೊಲಂಬೋದಲ್ಲಿ ನಡೆಯಲಿರುವ ಭಾರತ ಹಾಗೂ ಪಾಕಿಸ್ತಾನ ನಡುವಿನ ಪಂದ್ಯಕ್ಕೆ ಶ್ರೀಲಂಕಾ ಸರ್ಕಾರ ಹೆಚ್ಚಿನ ಭದ್ರತೆ ಒದಗಿಸಲು ನಿರ್ಧರಿಸಿದೆ. ಫೆಬ್ರವರಿ 15ರಂದು ನಡೆಯಲಿರುವ ಈ ಪಂದ್ಯಕ್ಕೆ ವಿಶೇಷ ಭದ್ರತಾ ವ್ಯವಸ್ಥೆ ಕಲ್ಪಿಸಲಾಗುತ್ತಿದೆ. xyxy=(449,1503,652,1619)
kiru-item-1-title: ಸ್ಕ್ವಾಷ್: ಸೆಂಥಿಲ್‌ಗೆ ಮುನ್ನಡೆ xyxy=(46,226,235,250)
crossword-cell[interactable] xyxy=(996,2250,1034,2288)
rcb-more: ದೀಪ್ತಿ ಆಸರೆ: ಯುಪಿ ವಾರಿಯರ್ಸ್ ಪರ ದೀಪ್ತಿ ಶರ್ಮಾ ಅರ್ಧಶತಕ ಬಾರಿಸಿ ತಂಡಕ್ಕೆ ಆಸರೆಯಾದರು. ಆರ್‌ಸಿಬಿ ಪರ ಶ್ರೇಯಾಂಕಾ ಪಾಟೀಲ್ 3 ವಿಕೆಟ್ ಪಡೆದರು. ಕಿಮ್ ಗಾರ್ತ್ 2 ವಿಕೆಟ್ ಗಳಿಸಿ ಮಿಂಚಿದರು. ನಾಯಕಿ ಸ್ಮೃತಿ ಮಂಧಾನ ಹಾಗೂ ಜಾರ್ಜಿಯಾ ವೋಲ್ ಅವರ ಸ್ಫೋಟಕ ಬ್ಯಾಟಿಂಗ್‌ನಿಂದ ಆರ್‌ಸಿಬಿ ಮಹಿಳಾ ತಂಡ ಡಬ್ಲ್ಯುಪಿಎಲ್ ಪಂದ್ಯಾವಳಿಯ ಫೈನಲ್‌ಗೆ ಲಗ್ಗೆ ಇಟ್ಟಿದೆ. ಗುರುವಾರ ನಡೆದ ಪಂದ್ಯದಲ್ಲಿ ಮೊದಲು ಬ್ಯಾಟಿಂಗ್ ಮಾಡಿದ ಯುಪಿ ವಾರಿಯರ್ಸ್ 20 ಓವರ್‌ಗಳಲ್ಲಿ 8 ವಿಕೆಟ್ ನಷ್ಟಕ್ಕೆ 143 ರನ್ ಗಳಿಸಿತು. ಗುರಿ ಬೆನ್ನತ್ತಿದ ಆರ್‌ಸಿಬಿ 13.1 ಓವರ್‌ಗಳಲ್ಲಿ 2 ವಿಕೆಟ್ ನಷ್ಟಕ್ಕೆ 147 ರನ್ ಗಳಿಸಿ ಭರ್ಜರಿ ಗೆಲುವು ಸಾಧಿಸಿತು. xyxy=(1109,1289,1531,1388)
kiru-suddi-badge xyxy=(46,161,219,213)
crossword-answer-across: 5.ಸರಿಯ ನಡುವೆ ತಪ್ಪಿರುವುದು (3) xyxy=(1262,1975,1395,1989)
registration-dot xyxy=(601,2357,612,2368)
blind-col-1: • ಹೊಸದಿಲ್ಲಿ: ಇಂಗ್ಲೆಂಡ್ ವಿರುದ್ಧ ನಡೆಯುತ್ತಿರುವ ಏಕದಿನ ಪಂದ್ಯಗಳ ವಿಶಿಷ್ಟಚೇತನ ಟಿ20 ಸರಣಿಯ ಮೊದಲ ಪಂದ್ಯದಲ್ಲಿ ಭಾರತ ಶುಭಾರಂಭ ಮಾಡಿದ್ದು, ಸುಲಭ ಜಯ ದಾಖಲಿಸಿದೆ. ನೊಯ್ಡಾದ ಶಹೀದ್ ವಿಜಯ್ ಸಿಂಗ್ ಪಥಿಕ್ ಸ್ಟೇಡಿಯಂನಲ್ಲಿ ಗುರುವಾರ ನಡೆದ ಪಂದ್ಯದಲ್ಲಿ ಇಂಗ್ಲೆಂಡ್ ತಂಡವನ್ನು ಭಾರತ ಮಣಿಸಿತು. ಮೊದಲು ಬ್ಯಾಟಿಂಗ್ ಮಾಡಿದ ಇಂಗ್ಲೆಂಡ್ 20 ಓವರ್‌ಗಳಲ್ಲಿ 5 ವಿಕೆಟ್ ನಷ್ಟಕ್ಕೆ 173 ರನ್ ಗಳಿಸಿತು. xyxy=(449,958,652,1091)
crossword-clues: ಎಡದಿಂದ ಬಲಕ್ಕೆ 1.ಕೀರ್ತಿ 3.ಧಾರಾವಾಹಿ 5.ಕಾಳಗ 6.ಹಗೆ, ಹಕ್ಕು 8.ಹರಿಹರ 9.ಚಿನ್ನ 10.ದೀಪಾವಳಿ 12.ಕಾನೂನು 13.ಪ್ರಸ್ತಾವ 15.ದಾನ, ಆಶ್ರಯ ಮೇಲಿನಿಂದ ಕೆಳಕ್ಕೆ 1.ಕತ್ತಲು 2.ನೆರವು 3.ಕಾಣಿಕೆ 4.ವಿಶ್ವ 7.ಪರ್ವತ 8.ಮಗು 11.ನಿಯಮ 14.ಕಾಯಿದೆ xyxy=(1114,2034,1252,2376)
chess-player-illustration xyxy=(46,1017,434,1297)
crossword-cell[interactable] xyxy=(881,2058,919,2096)
chart-bar-150-199 xyxy=(1270,596,1338,844)
suddi-label: ಸುದ್ದಿ xyxy=(153,173,188,199)
lead-col-2: ವಿಶ್ವಮಟ್ಟದಲ್ಲಿ ಈ ಸರಣಿಗಳಲ್ಲಿ ಒಂದು ಪಂದ್ಯವನ್ನೂ ಭಾರತ ಸೋತಿಲ್ಲ. ನಾಲ್ಕು ಪಂದ್ಯಗಳ ಸರಣಿ ಎರಡು, 3 ಪಂದ್ಯಗಳ ಸರಣಿ ಮತ್ತು ಒಂದು 4 ಪಂದ್ಯಗಳ ಸರಣಿಯಲ್ಲಿದೆ. ಉದ್ದಕ್ಕೂ ಒಂದೇ ಸರಣಿಯನ್ನು ಭಾರತ ಸೋತಿಲ್ಲ. 2024ರ ವಿಶ್ವಕಪ್ ನಂತರ ಭಾರತ ಆಡಿದ ಎಲ್ಲ ಸರಣಿಗಳನ್ನು ಗೆದ್ದುಕೊಂಡಿದೆ. ಏಷ್ಯಾ ಕಪ್ ಪ್ರಶಸ್ತಿಯನ್ನೂ ಗೆದ್ದಿದೆ. ಸುಲಭ ಸೋತಿಲ್ಲ. ಇದು ಭಾರತದ ಬಲವನ್ನು ತೋರಿಸುತ್ತದೆ. 12 ಬಾರಿ 200+ ಸ್ಕೋರ್: ವಿಶ್ವಕಪ್ ನಂತರ ಭಾರತ 38 ಪಂದ್ಯಗಳಲ್ಲಿ 12 ಬಾರಿ 200ಕ್ಕೂ ಅಧಿಕ ರನ್ ಗಳಿಸಿದೆ. xyxy=(614,574,848,721)
crossword-answer-down: 14.ಕಥೆ (4) xyxy=(1262,2290,1314,2305)
crossword-cell[interactable] xyxy=(996,2058,1034,2096)
lead-col-3: ಸ್ಕೋರ್ ಮಾಡಿದೆ. ಇದು 2024ರ ವಿಶ್ವಕಪ್ ನಂತರ ಯಾವುದೇ ತಂಡ ಮಾಡಿದ ಅತಿ ಹೆಚ್ಚು ರನ್. ಐಸಿಸಿ ರ‍್ಯಾಂಕಿಂಗ್‌ನಲ್ಲಿ ನಂ. 1: ಟಿ20 ಮಾದರಿಯ ಐಸಿಸಿ ರ‍್ಯಾಂಕಿಂಗ್ ಪಟ್ಟಿಯಲ್ಲಿ ಮೊದಲ ಸ್ಥಾನದಲ್ಲಿ ಭಾರತ ಭದ್ರವಾಗಿ ನೆಲೆಯೂರಿದೆ. 267 ರ‍್ಯಾಂಕಿಂಗ್ ಪಾಯಿಂಟ್‌ಗಳನ್ನು ಹೊಂದಿರುವ ಭಾರತ 20141 ಅಂಕಗಳನ್ನು ಹೊಂದಿದೆ. ಭಾರತದ ಫೇವರಿಟ್: ಸ್ಟಾರ್ ಆಲ್ರೌಂಡರ್‌ಗಳ ಸಮತೋಲನದೊಂದಿಗೆ ಭಾರತ ವಿಶ್ವಕಪ್ ಗೆಲ್ಲುವ ಫೇವರಿಟ್ ತಂಡವಾಗಿದೆ. xyxy=(856,574,1094,705)
crossword-cell[interactable] xyxy=(958,2211,996,2250)
